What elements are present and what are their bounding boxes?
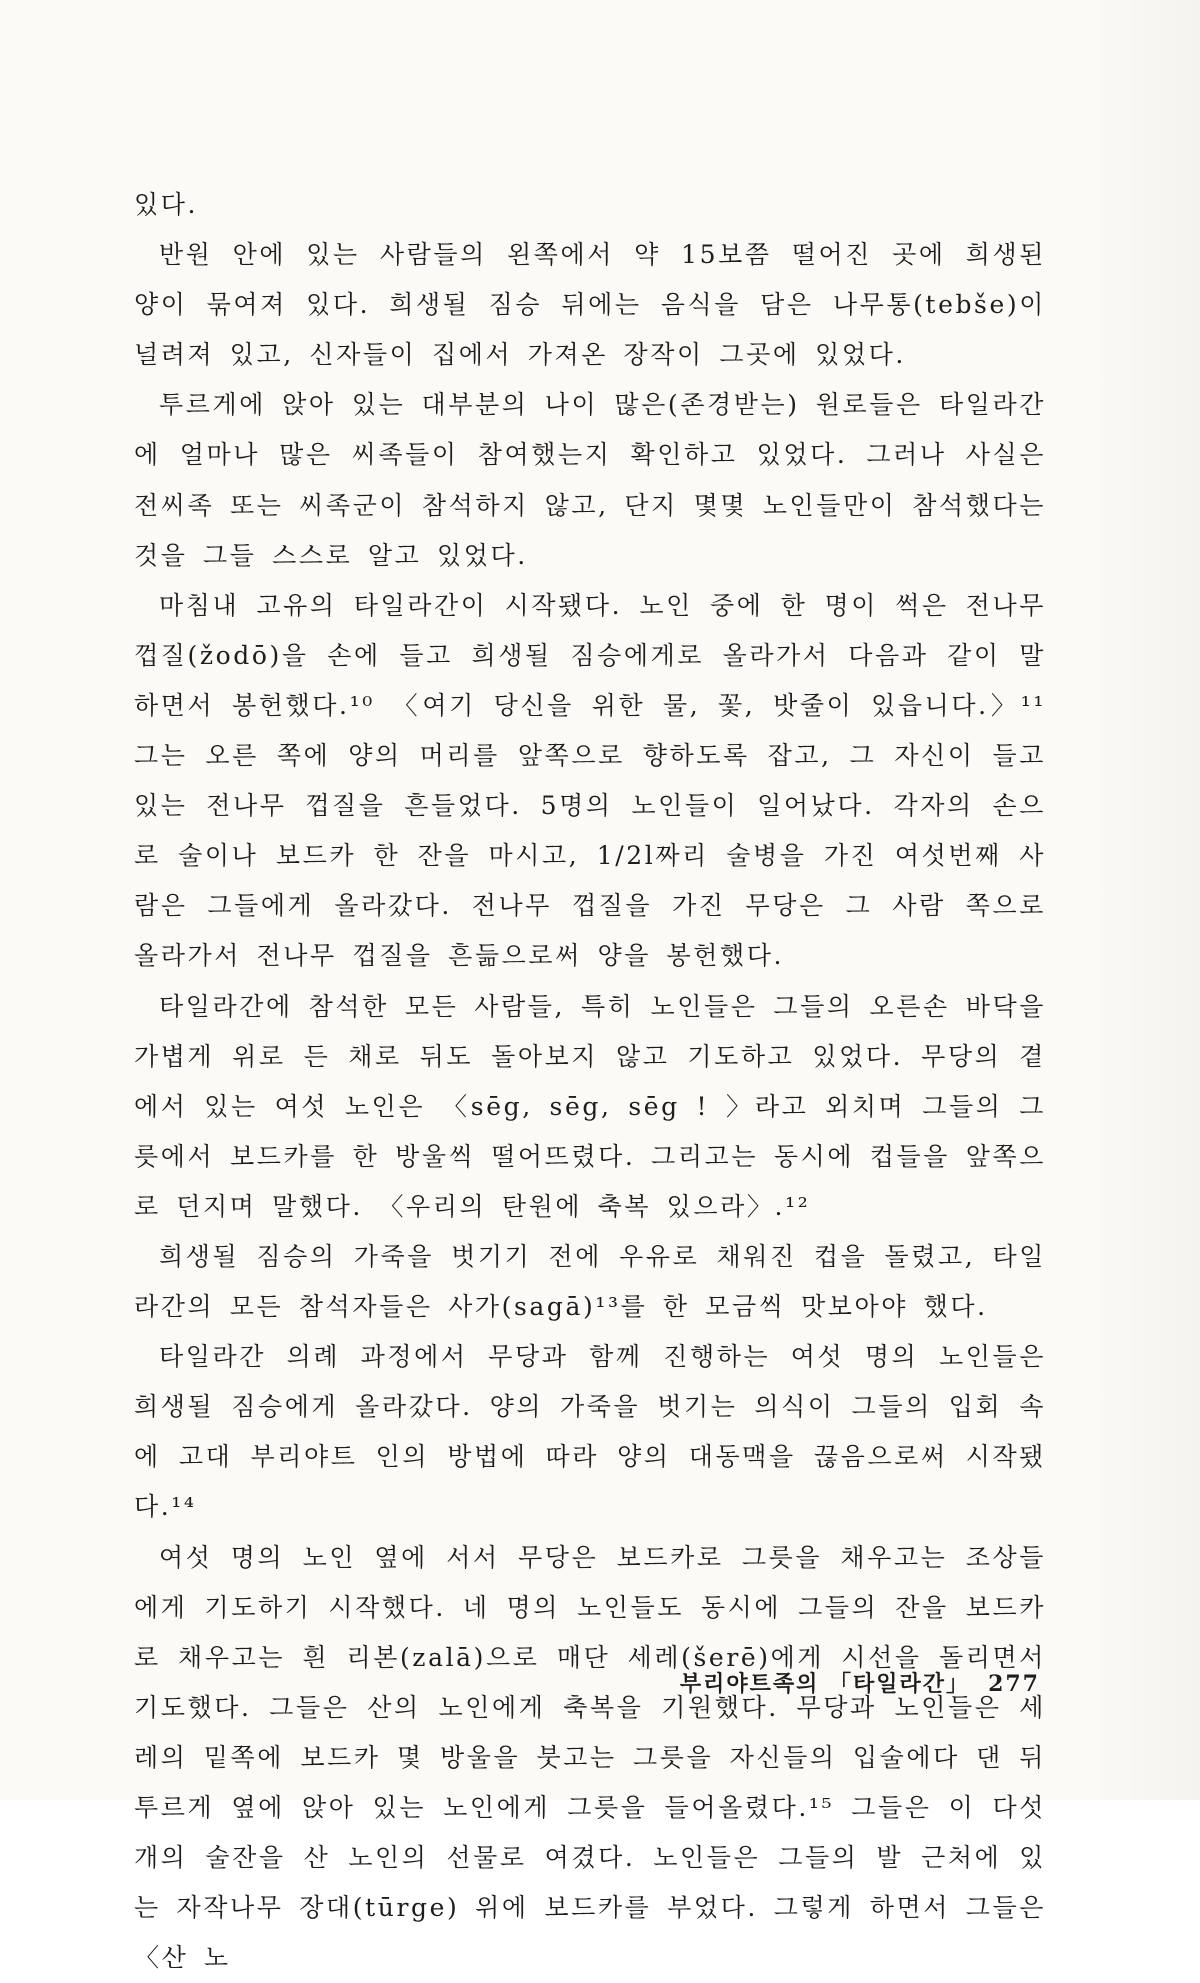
page-footer [600,1667,1040,1698]
paragraph: 투르게에 앉아 있는 대부분의 나이 많은(존경받는) 원로들은 타일라간에 얼마나 많은 씨족들이 참여했는지 확인하고 있었다. 그러나 사실은 전씨족 또는 씨족군이 참석하지 않고, 단지 몇몇 노인들만이 참석했다는 것을 그들 스스로 알고 있었다. [134,390,1046,570]
running-title: 부리야트족의 「타일라간」 [679,1671,971,1697]
paragraph: 타일라간 의례 과정에서 무당과 함께 진행하는 여섯 명의 노인들은 희생될 짐승에게 올라갔다. 양의 가죽을 벗기는 의식이 그들의 입회 속에 고대 부리야트 인의 방법에 따라 양의 대동맥을 끊음으로써 시작됐다.¹⁴ [134,1342,1046,1522]
paragraph: 희생될 짐승의 가죽을 벗기기 전에 우유로 채워진 컵을 돌렸고, 타일라간의 모든 참석자들은 사가(sagā)¹³를 한 모금씩 맛보아야 했다. [134,1241,1046,1322]
paragraph: 타일라간에 참석한 모든 사람들, 특히 노인들은 그들의 오른손 바닥을 가볍게 위로 든 채로 뒤도 돌아보지 않고 기도하고 있었다. 무당의 곁에서 있는 여섯 노인은 〈sēg, sēg, sēg ! 〉라고 외치며 그들의 그릇에서 보드카를 한 방울씩 떨어뜨렸다. 그리고는 동시에 컵들을 앞쪽으로 던지며 말했다. 〈우리의 탄원에 축복 있으라〉.¹² [134,991,1046,1221]
body-text [134,180,1046,1983]
paragraph: 여섯 명의 노인 옆에 서서 무당은 보드카로 그릇을 채우고는 조상들에게 기도하기 시작했다. 네 명의 노인들도 동시에 그들의 잔을 보드카로 채우고는 흰 리본(zalā)으로 매단 세레(šerē)에게 시선을 돌리면서 기도했다. 그들은 산의 노인에게 축복을 기원했다. 무당과 노인들은 세레의 밑쪽에 보드카 몇 방울을 붓고는 그릇을 자신들의 입술에다 댄 뒤 투르게 옆에 앉아 있는 노인에게 그릇을 들어올렸다.¹⁵ 그들은 이 다섯 개의 술잔을 산 노인의 선물로 여겼다. 노인들은 그들의 발 근처에 있는 자작나무 장대(tūrge) 위에 보드카를 부었다. 그렇게 하면서 그들은 〈산 노 [134,1542,1046,1973]
page-edge-shadow [1090,0,1200,1800]
paragraph: 마침내 고유의 타일라간이 시작됐다. 노인 중에 한 명이 썩은 전나무 껍질(žodō)을 손에 들고 희생될 짐승에게로 올라가서 다음과 같이 말하면서 봉헌했다.¹⁰ 〈여기 당신을 위한 물, 꽃, 밧줄이 있읍니다.〉¹¹ 그는 오른 쪽에 양의 머리를 앞쪽으로 향하도록 잡고, 그 자신이 들고 있는 전나무 껍질을 흔들었다. 5명의 노인들이 일어났다. 각자의 손으로 술이나 보드카 한 잔을 마시고, 1/2l짜리 술병을 가진 여섯번째 사람은 그들에게 올라갔다. 전나무 껍질을 가진 무당은 그 사람 쪽으로 올라가서 전나무 껍질을 흔듦으로써 양을 봉헌했다. [134,590,1046,971]
paragraph: 있다. [134,190,199,219]
paragraph: 반원 안에 있는 사람들의 왼쪽에서 약 15보쯤 떨어진 곳에 희생된 양이 묶여져 있다. 희생될 짐승 뒤에는 음식을 담은 나무통(tebše)이 널려져 있고, 신자들이 집에서 가져온 장작이 그곳에 있었다. [134,240,1046,370]
page-number: 277 [988,1671,1040,1697]
